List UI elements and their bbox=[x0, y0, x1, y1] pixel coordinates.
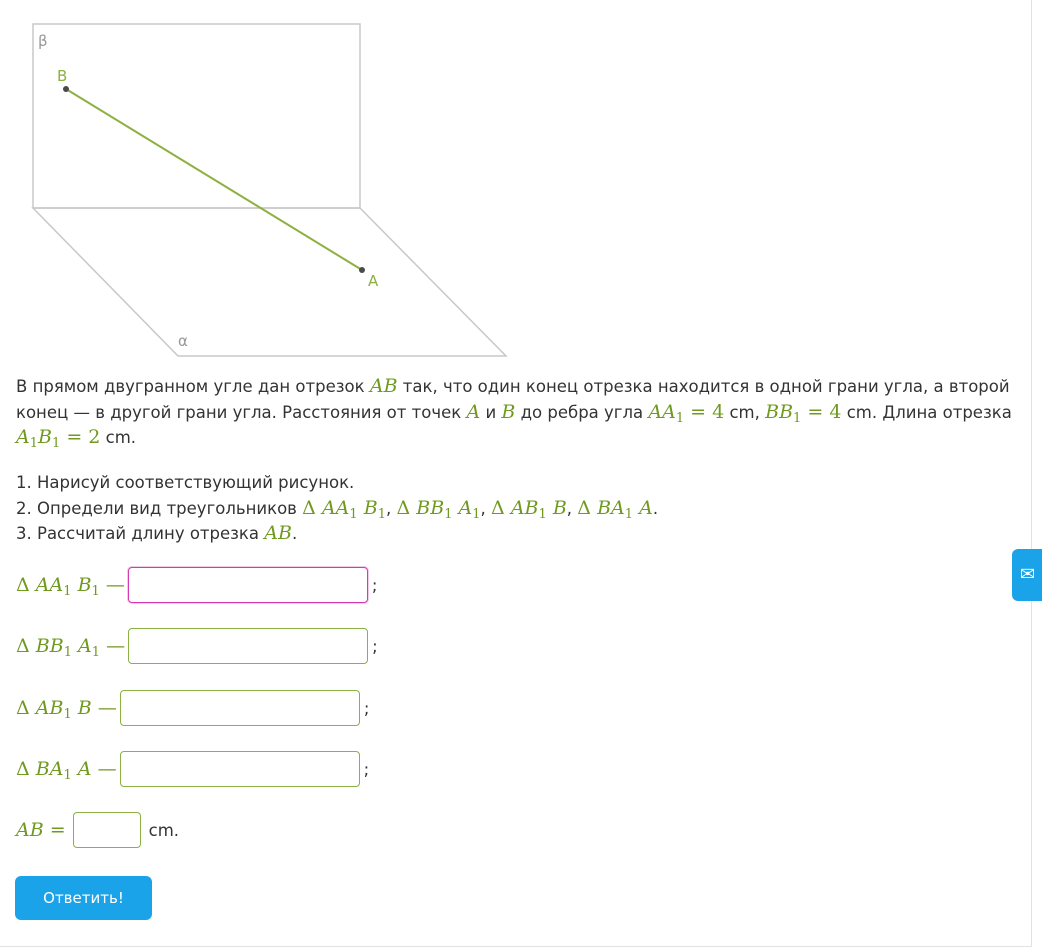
tri-s2: 1 bbox=[91, 645, 101, 660]
delta-symbol: Δ bbox=[302, 496, 316, 519]
tri-ref-2-p2: A bbox=[458, 496, 473, 519]
problem-and: и bbox=[485, 402, 497, 422]
dihedral-angle-figure bbox=[0, 0, 520, 365]
tri-ref-4-p2: A bbox=[639, 496, 653, 519]
semicolon: ; bbox=[363, 698, 370, 718]
point-b-dot bbox=[63, 86, 69, 92]
unit-cm: cm. bbox=[148, 820, 180, 840]
math-aa1-eq bbox=[648, 400, 725, 426]
point-a-dot bbox=[359, 267, 365, 273]
tri-p1: AB bbox=[35, 697, 64, 719]
math-b1: B bbox=[38, 426, 52, 448]
answer-row-aa1b1 bbox=[16, 566, 377, 604]
tri-ref-3-p1: AB bbox=[510, 496, 539, 519]
problem-statement bbox=[16, 374, 1016, 451]
tri-ref-1-p2: B bbox=[363, 496, 378, 519]
label-alpha: α bbox=[178, 332, 188, 350]
math-aa1-lhs: AA bbox=[648, 400, 676, 423]
answer-row-ab-length bbox=[16, 811, 179, 849]
math-a1-sub: 1 bbox=[29, 436, 39, 451]
tri-ref-1-s2: 1 bbox=[377, 506, 386, 522]
dash: — bbox=[105, 574, 125, 596]
tri-ref-3-p2: B bbox=[552, 496, 567, 519]
answer-row-ba1a bbox=[16, 750, 369, 788]
envelope-icon: ✉ bbox=[1020, 564, 1036, 585]
tri-label-ba1a bbox=[16, 758, 117, 783]
delta-symbol: Δ bbox=[16, 758, 30, 780]
tri-ref-2-p1: BB bbox=[416, 496, 445, 519]
tri-p1: BA bbox=[35, 758, 64, 780]
comma: , bbox=[566, 498, 573, 518]
period: . bbox=[652, 498, 659, 518]
task-3-ab: AB bbox=[264, 522, 292, 544]
math-ab: AB bbox=[369, 375, 398, 397]
tri-s1: 1 bbox=[63, 584, 72, 599]
tri-ref-3-s1: 1 bbox=[538, 506, 547, 522]
problem-text-3: до ребра угла bbox=[520, 402, 644, 422]
triangle-aa1b1-input[interactable] bbox=[128, 567, 368, 603]
answer-row-bb1a1 bbox=[16, 627, 378, 665]
label-point-b: B bbox=[57, 67, 68, 85]
tri-ref-4-p1: BA bbox=[597, 496, 625, 519]
math-a: A bbox=[466, 400, 481, 423]
tri-ref-1-s1: 1 bbox=[349, 506, 358, 522]
tri-label-ab1b bbox=[16, 697, 117, 722]
problem-text-4: cm. Длина отрезка bbox=[846, 402, 1012, 422]
tri-ref-4-s1: 1 bbox=[624, 506, 634, 522]
tri-s1: 1 bbox=[63, 707, 72, 722]
unit-cm-1: cm, bbox=[729, 402, 760, 422]
math-a1b1-rhs: = 2 bbox=[66, 426, 101, 448]
comma: , bbox=[480, 498, 486, 518]
dash: — bbox=[97, 697, 117, 719]
math-a1: A bbox=[16, 426, 30, 448]
tri-ref-2-s2: 1 bbox=[472, 506, 481, 522]
math-b1-sub: 1 bbox=[51, 436, 61, 451]
plane-beta bbox=[33, 24, 360, 208]
tri-ref-2 bbox=[396, 496, 481, 522]
task-1: 1. Нарисуй соответствующий рисунок. bbox=[16, 473, 355, 492]
semicolon: ; bbox=[363, 759, 370, 779]
label-beta: β bbox=[38, 32, 48, 50]
math-bb1-rhs: = 4 bbox=[807, 400, 842, 423]
math-bb1-sub: 1 bbox=[793, 410, 802, 426]
ab-length-input[interactable] bbox=[73, 812, 141, 848]
math-aa1-rhs: = 4 bbox=[690, 400, 725, 423]
tri-s2: 1 bbox=[91, 584, 100, 599]
delta-symbol: Δ bbox=[396, 496, 411, 519]
tri-p1: BB bbox=[35, 635, 64, 657]
tri-s1: 1 bbox=[63, 645, 72, 660]
tri-label-aa1b1 bbox=[16, 574, 125, 599]
semicolon: ; bbox=[372, 636, 378, 656]
tri-p2: B bbox=[77, 574, 92, 596]
delta-symbol: Δ bbox=[491, 496, 505, 519]
problem-text-2: так, что один конец отрезка находится в одной грани угла, а второй конец — в другой грани угла. Расстояния от точек bbox=[16, 377, 1010, 422]
triangle-bb1a1-input[interactable] bbox=[128, 628, 368, 664]
math-bb1-lhs: BB bbox=[765, 400, 794, 423]
delta-symbol: Δ bbox=[16, 697, 30, 719]
period: . bbox=[291, 524, 298, 543]
math-aa1-sub: 1 bbox=[675, 410, 685, 426]
submit-button[interactable]: Ответить! bbox=[15, 876, 152, 920]
task-2 bbox=[16, 496, 1016, 522]
triangle-ab1b-input[interactable] bbox=[120, 690, 360, 726]
dash: — bbox=[106, 635, 126, 657]
feedback-tab[interactable] bbox=[1012, 549, 1042, 601]
tri-p2: A bbox=[78, 635, 92, 657]
math-bb1-eq bbox=[765, 400, 842, 426]
task-3 bbox=[16, 521, 1016, 547]
math-a1b1-eq bbox=[16, 426, 101, 451]
task-list bbox=[16, 471, 1016, 547]
task-3-text: 3. Рассчитай длину отрезка bbox=[16, 524, 260, 543]
segment-ab bbox=[66, 89, 362, 270]
tri-p1: AA bbox=[35, 574, 64, 596]
plane-alpha bbox=[33, 208, 506, 356]
tri-s1: 1 bbox=[63, 768, 72, 783]
task-2-text: 2. Определи вид треугольников bbox=[16, 498, 297, 518]
tri-ref-4 bbox=[577, 496, 653, 522]
tri-ref-1-p1: AA bbox=[321, 496, 350, 519]
triangle-ba1a-input[interactable] bbox=[120, 751, 360, 787]
label-point-a: A bbox=[368, 272, 379, 290]
tri-ref-3 bbox=[491, 496, 567, 522]
tri-ref-1 bbox=[302, 496, 386, 522]
tri-p2: A bbox=[77, 758, 92, 780]
tri-p2: B bbox=[77, 697, 92, 719]
tri-ref-2-s1: 1 bbox=[444, 506, 453, 522]
delta-symbol: Δ bbox=[16, 574, 30, 596]
answer-row-ab1b bbox=[16, 689, 369, 727]
dash: — bbox=[97, 758, 117, 780]
semicolon: ; bbox=[371, 575, 378, 595]
ab-length-label: AB = bbox=[16, 819, 66, 841]
unit-cm-3: cm. bbox=[105, 428, 137, 447]
math-b: B bbox=[501, 400, 516, 423]
delta-symbol: Δ bbox=[577, 496, 592, 519]
tri-label-bb1a1 bbox=[16, 635, 126, 660]
delta-symbol: Δ bbox=[16, 635, 30, 657]
problem-text-1: В прямом двугранном угле дан отрезок bbox=[16, 377, 365, 396]
comma: , bbox=[385, 498, 392, 518]
